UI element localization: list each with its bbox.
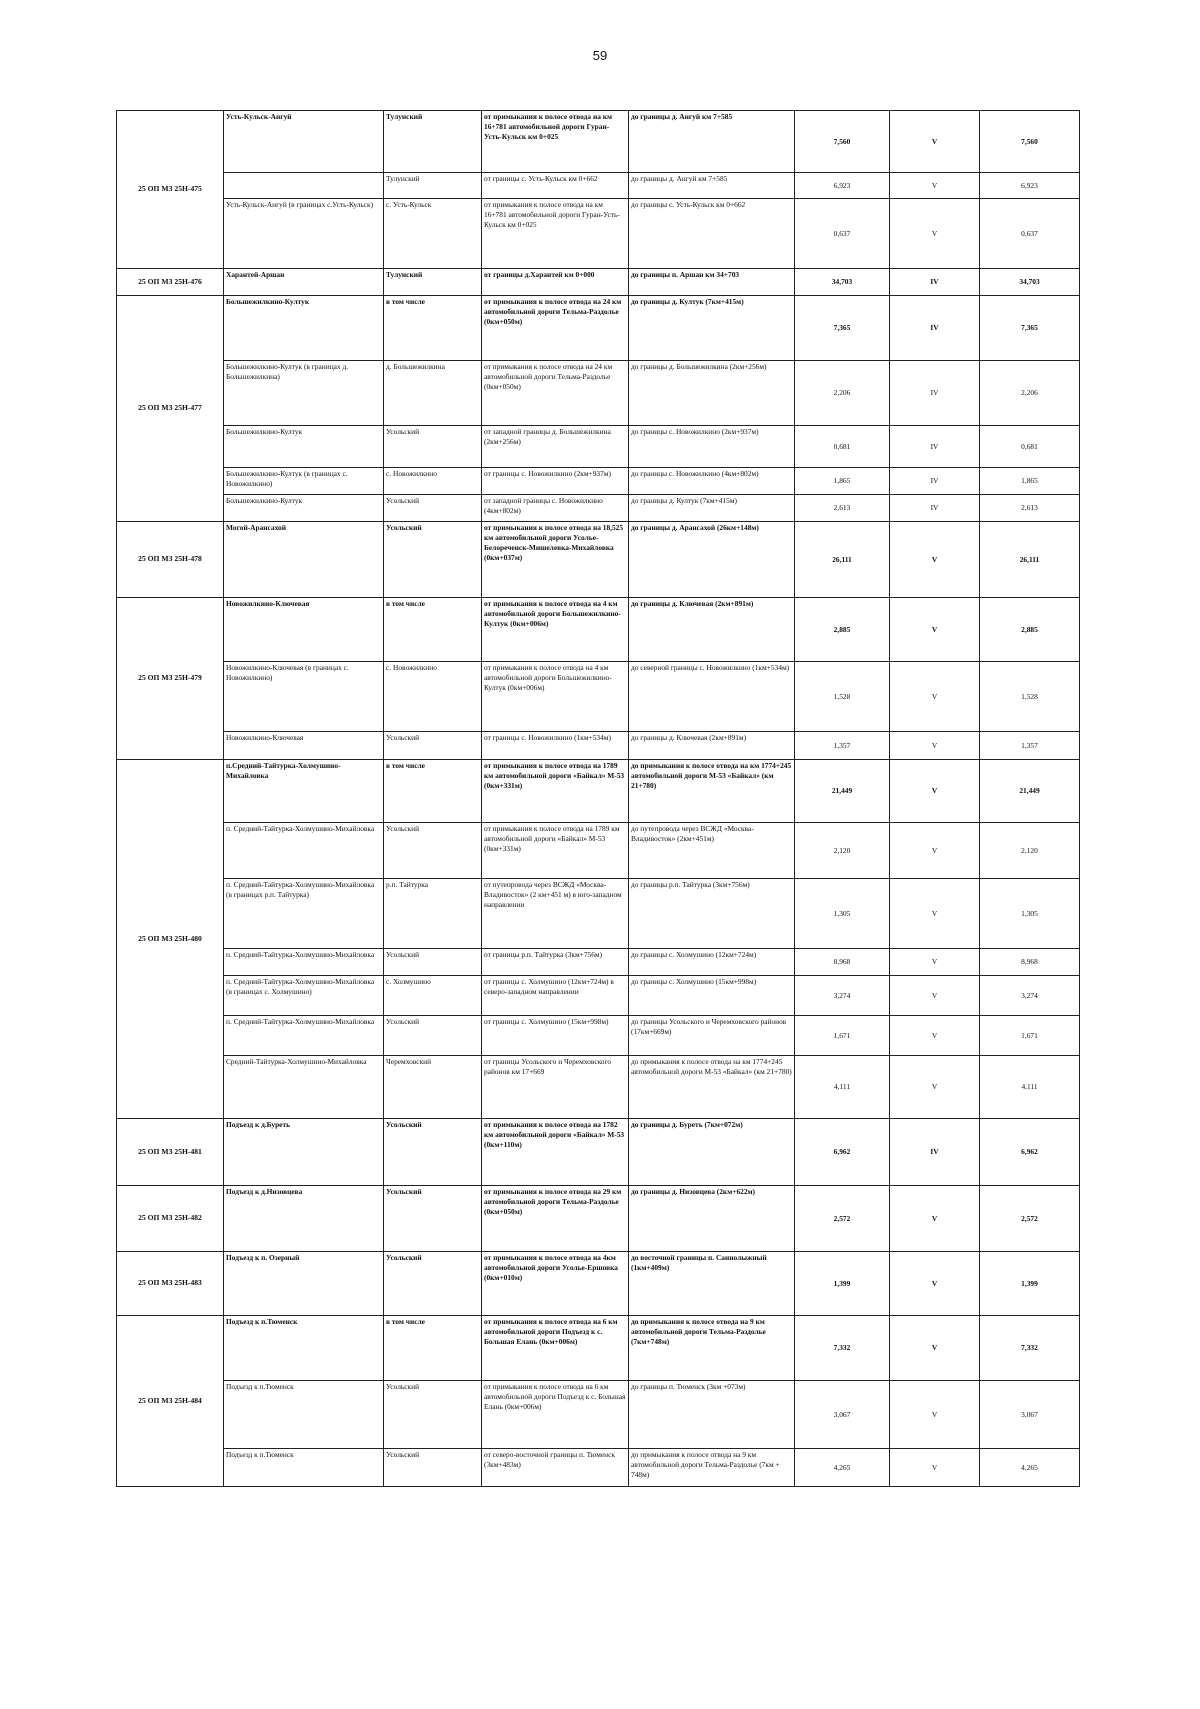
length-km-cell: 7,332 xyxy=(795,1316,890,1381)
district-cell: Усольский xyxy=(384,1186,482,1252)
section-end-cell: до границы р.п. Тайтурка (3км+756м) xyxy=(629,879,795,949)
road-category-cell: IV xyxy=(890,468,980,495)
section-start-cell: от примыкания к полосе отвода на 4 км автомобильной дороги Большежилкино-Култук (0км+006м) xyxy=(482,598,629,662)
table-row xyxy=(117,1119,1080,1186)
table-row xyxy=(117,495,1080,522)
total-length-cell: 26,111 xyxy=(980,522,1080,598)
road-name-cell: п. Средний-Тайтурка-Холмушино-Михайловка (в границах с. Холмушино) xyxy=(224,976,384,1016)
total-length-cell: 4,111 xyxy=(980,1056,1080,1119)
district-cell: Усольский xyxy=(384,949,482,976)
road-category-cell: V xyxy=(890,760,980,823)
road-code-cell: 25 ОП МЗ 25Н-484 xyxy=(117,1316,224,1487)
total-length-cell: 1,865 xyxy=(980,468,1080,495)
section-end-cell: до примыкания к полосе отвода на 9 км автомобильной дороги Тельма-Раздолье (7км+748м) xyxy=(629,1316,795,1381)
section-start-cell: от границы с. Новожилкино (2км+937м) xyxy=(482,468,629,495)
district-cell: с. Новожилкино xyxy=(384,662,482,732)
section-end-cell: до северной границы с. Новожилкино (1км+534м) xyxy=(629,662,795,732)
district-cell: с. Усть-Кульск xyxy=(384,199,482,269)
road-category-cell: V xyxy=(890,1316,980,1381)
road-name-cell: Новожилкино-Ключевая (в границах с. Новожилкино) xyxy=(224,662,384,732)
road-name-cell: Большежилкино-Култук xyxy=(224,426,384,468)
road-name-cell: Харантей-Аршан xyxy=(224,269,384,296)
road-code-cell: 25 ОП МЗ 25Н-483 xyxy=(117,1252,224,1316)
road-category-cell: V xyxy=(890,522,980,598)
section-start-cell: от примыкания к полосе отвода на 24 км автомобильной дороги Тельма-Раздолье (0км+050м) xyxy=(482,296,629,361)
section-end-cell: до примыкания к полосе отвода на 9 км автомобильной дороги Тельма-Раздолье (7км + 748м) xyxy=(629,1449,795,1487)
table-row xyxy=(117,173,1080,199)
section-start-cell: от примыкания к полосе отвода на км 16+781 автомобильной дороги Гуран-Усть-Кульск км 0+025 xyxy=(482,199,629,269)
table-row xyxy=(117,522,1080,598)
section-end-cell: до восточной границы п. Саннолыжный (1км+409м) xyxy=(629,1252,795,1316)
district-cell: Усольский xyxy=(384,1381,482,1449)
section-end-cell: до примыкания к полосе отвода на км 1774+245 автомобильной дороги М-53 «Байкал» (км 21+780) xyxy=(629,1056,795,1119)
length-km-cell: 8,968 xyxy=(795,949,890,976)
section-start-cell: от северо-восточной границы п. Тюменск (3км+483м) xyxy=(482,1449,629,1487)
road-category-cell: V xyxy=(890,823,980,879)
length-km-cell: 1,305 xyxy=(795,879,890,949)
length-km-cell: 1,528 xyxy=(795,662,890,732)
section-end-cell: до границы д. Култук (7км+415м) xyxy=(629,296,795,361)
road-category-cell: V xyxy=(890,1016,980,1056)
section-start-cell: от примыкания к полосе отвода на 6 км автомобильной дороги Подъезд к с. Большая Елань (0км+006м) xyxy=(482,1316,629,1381)
table-row xyxy=(117,426,1080,468)
table-row xyxy=(117,1056,1080,1119)
total-length-cell: 2,613 xyxy=(980,495,1080,522)
length-km-cell: 7,560 xyxy=(795,111,890,173)
road-name-cell: Большежилкино-Култук xyxy=(224,495,384,522)
district-cell: р.п. Тайтурка xyxy=(384,879,482,949)
section-end-cell: до границы п. Аршан км 34+703 xyxy=(629,269,795,296)
road-name-cell: Подъезд к п. Озерный xyxy=(224,1252,384,1316)
section-end-cell: до границы д. Култук (7км+415м) xyxy=(629,495,795,522)
road-name-cell: Новожилкино-Ключевая xyxy=(224,732,384,760)
road-category-cell: V xyxy=(890,1056,980,1119)
section-start-cell: от примыкания к полосе отвода на 6 км автомобильной дороги Подъезд к с. Большая Елань (0км+006м) xyxy=(482,1381,629,1449)
section-start-cell: от границы с. Холмушино (12км+724м) в северо-западном направлении xyxy=(482,976,629,1016)
district-cell: с. Новожилкино xyxy=(384,468,482,495)
section-start-cell: от примыкания к полосе отвода на 4 км автомобильной дороги Большежилкино-Култук (0км+006м) xyxy=(482,662,629,732)
road-category-cell: V xyxy=(890,598,980,662)
district-cell: Усольский xyxy=(384,1016,482,1056)
road-code-cell: 25 ОП МЗ 25Н-475 xyxy=(117,111,224,269)
total-length-cell: 6,923 xyxy=(980,173,1080,199)
district-cell: в том числе xyxy=(384,296,482,361)
section-end-cell: до границы д. Низовцева (2км+622м) xyxy=(629,1186,795,1252)
section-start-cell: от границы р.п. Тайтурка (3км+756м) xyxy=(482,949,629,976)
road-category-cell: V xyxy=(890,732,980,760)
section-start-cell: от примыкания к полосе отвода на 24 км автомобильной дороги Тельма-Раздолье (0км+050м) xyxy=(482,361,629,426)
road-code-cell: 25 ОП МЗ 25Н-480 xyxy=(117,760,224,1119)
table-row xyxy=(117,468,1080,495)
road-name-cell: Большежилкино-Култук xyxy=(224,296,384,361)
length-km-cell: 2,572 xyxy=(795,1186,890,1252)
length-km-cell: 2,120 xyxy=(795,823,890,879)
road-code-cell: 25 ОП МЗ 25Н-476 xyxy=(117,269,224,296)
total-length-cell: 1,528 xyxy=(980,662,1080,732)
length-km-cell: 3,067 xyxy=(795,1381,890,1449)
total-length-cell: 2,572 xyxy=(980,1186,1080,1252)
length-km-cell: 7,365 xyxy=(795,296,890,361)
road-category-cell: V xyxy=(890,199,980,269)
district-cell: Усольский xyxy=(384,732,482,760)
length-km-cell: 2,206 xyxy=(795,361,890,426)
road-code-cell: 25 ОП МЗ 25Н-482 xyxy=(117,1186,224,1252)
table-row xyxy=(117,199,1080,269)
road-name-cell: Усть-Кульск-Ангуй (в границах с.Усть-Кульск) xyxy=(224,199,384,269)
road-code-cell: 25 ОП МЗ 25Н-481 xyxy=(117,1119,224,1186)
table-row xyxy=(117,1381,1080,1449)
road-name-cell: п. Средний-Тайтурка-Холмушино-Михайловка xyxy=(224,949,384,976)
length-km-cell: 6,962 xyxy=(795,1119,890,1186)
road-registry-table xyxy=(116,110,1080,1487)
total-length-cell: 0,637 xyxy=(980,199,1080,269)
district-cell: Усольский xyxy=(384,1119,482,1186)
road-category-cell: IV xyxy=(890,1119,980,1186)
section-end-cell: до границы с. Новожилкино (2км+937м) xyxy=(629,426,795,468)
section-start-cell: от примыкания к полосе отвода на км 16+781 автомобильной дороги Гуран-Усть-Кульск км 0+025 xyxy=(482,111,629,173)
section-start-cell: от примыкания к полосе отвода на 1782 км автомобильной дороги «Байкал» М-53 (0км+110м) xyxy=(482,1119,629,1186)
road-category-cell: V xyxy=(890,1252,980,1316)
table-row xyxy=(117,1252,1080,1316)
road-name-cell: п.Средний-Тайтурка-Холмушино-Михайловка xyxy=(224,760,384,823)
total-length-cell: 1,305 xyxy=(980,879,1080,949)
road-category-cell: V xyxy=(890,976,980,1016)
district-cell: в том числе xyxy=(384,760,482,823)
district-cell: Черемховский xyxy=(384,1056,482,1119)
section-end-cell: до границы д. Арансахой (26км+148м) xyxy=(629,522,795,598)
section-start-cell: от западной границы д. Большежилкина (2км+256м) xyxy=(482,426,629,468)
length-km-cell: 3,274 xyxy=(795,976,890,1016)
road-name-cell xyxy=(224,173,384,199)
road-name-cell: Большежилкино-Култук (в границах д. Большежилкина) xyxy=(224,361,384,426)
section-end-cell: до примыкания к полосе отвода на км 1774+245 автомобильной дороги М-53 «Байкал» (км 21+780) xyxy=(629,760,795,823)
section-end-cell: до путепровода через ВСЖД «Москва-Владивосток» (2км+451м) xyxy=(629,823,795,879)
section-end-cell: до границы д. Ангуй км 7+585 xyxy=(629,111,795,173)
section-start-cell: от границы д.Харантей км 0+000 xyxy=(482,269,629,296)
district-cell: Тулунский xyxy=(384,269,482,296)
table-row xyxy=(117,879,1080,949)
road-category-cell: V xyxy=(890,111,980,173)
road-category-cell: V xyxy=(890,1186,980,1252)
road-category-cell: IV xyxy=(890,495,980,522)
total-length-cell: 0,681 xyxy=(980,426,1080,468)
page-number: 59 xyxy=(592,48,608,63)
road-name-cell: Подъезд к п.Тюменск xyxy=(224,1316,384,1381)
road-category-cell: IV xyxy=(890,361,980,426)
road-name-cell: Усть-Кульск-Ангуй xyxy=(224,111,384,173)
road-category-cell: V xyxy=(890,879,980,949)
length-km-cell: 4,111 xyxy=(795,1056,890,1119)
section-end-cell: до границы с. Новожилкино (4км+802м) xyxy=(629,468,795,495)
district-cell: Усольский xyxy=(384,495,482,522)
section-start-cell: от границы с. Холмушино (15км+998м) xyxy=(482,1016,629,1056)
total-length-cell: 4,265 xyxy=(980,1449,1080,1487)
total-length-cell: 6,962 xyxy=(980,1119,1080,1186)
table-row xyxy=(117,598,1080,662)
road-category-cell: IV xyxy=(890,426,980,468)
length-km-cell: 0,681 xyxy=(795,426,890,468)
district-cell: Усольский xyxy=(384,522,482,598)
table-row xyxy=(117,1186,1080,1252)
length-km-cell: 0,637 xyxy=(795,199,890,269)
length-km-cell: 4,265 xyxy=(795,1449,890,1487)
section-end-cell: до границы д. Ключевая (2км+891м) xyxy=(629,732,795,760)
road-category-cell: V xyxy=(890,949,980,976)
total-length-cell: 7,560 xyxy=(980,111,1080,173)
total-length-cell: 7,365 xyxy=(980,296,1080,361)
road-code-cell: 25 ОП МЗ 25Н-477 xyxy=(117,296,224,522)
total-length-cell: 2,885 xyxy=(980,598,1080,662)
section-start-cell: от границы с. Усть-Кульск км 0+662 xyxy=(482,173,629,199)
length-km-cell: 6,923 xyxy=(795,173,890,199)
total-length-cell: 3,274 xyxy=(980,976,1080,1016)
total-length-cell: 21,449 xyxy=(980,760,1080,823)
road-category-cell: V xyxy=(890,173,980,199)
length-km-cell: 21,449 xyxy=(795,760,890,823)
road-name-cell: Подъезд к п.Тюменск xyxy=(224,1449,384,1487)
table-row xyxy=(117,662,1080,732)
road-name-cell: Подъезд к д.Буреть xyxy=(224,1119,384,1186)
road-category-cell: V xyxy=(890,1381,980,1449)
table-row xyxy=(117,1316,1080,1381)
length-km-cell: 2,885 xyxy=(795,598,890,662)
total-length-cell: 8,968 xyxy=(980,949,1080,976)
section-end-cell: до границы д. Большежилкина (2км+256м) xyxy=(629,361,795,426)
section-end-cell: до границы п. Тюменск (3км +073м) xyxy=(629,1381,795,1449)
table-row xyxy=(117,732,1080,760)
section-start-cell: от границы Усольского и Черемховского районов км 17+669 xyxy=(482,1056,629,1119)
district-cell: в том числе xyxy=(384,598,482,662)
district-cell: д. Большежилкина xyxy=(384,361,482,426)
table-row xyxy=(117,949,1080,976)
district-cell: Тулунский xyxy=(384,111,482,173)
section-start-cell: от примыкания к полосе отвода на 18,525 км автомобильной дороги Усолье-Белореченск-Мишелевка-Михайловка (0км+037м) xyxy=(482,522,629,598)
length-km-cell: 2,613 xyxy=(795,495,890,522)
road-name-cell: Большежилкино-Култук (в границах с. Новожилкино) xyxy=(224,468,384,495)
length-km-cell: 1,865 xyxy=(795,468,890,495)
road-name-cell: Новожилкино-Ключевая xyxy=(224,598,384,662)
table-row xyxy=(117,269,1080,296)
district-cell: в том числе xyxy=(384,1316,482,1381)
section-end-cell: до границы с. Холмушино (12км+724м) xyxy=(629,949,795,976)
section-start-cell: от западной границы с. Новожилкино (4км+802м) xyxy=(482,495,629,522)
total-length-cell: 2,120 xyxy=(980,823,1080,879)
table-row xyxy=(117,1449,1080,1487)
length-km-cell: 1,671 xyxy=(795,1016,890,1056)
section-start-cell: от примыкания к полосе отвода на 29 км автомобильной дороги Тельма-Раздолье (0км+050м) xyxy=(482,1186,629,1252)
road-name-cell: Могой-Арансахой xyxy=(224,522,384,598)
table-row xyxy=(117,823,1080,879)
section-end-cell: до границы Усольского и Черемховского районов (17км+669м) xyxy=(629,1016,795,1056)
road-category-cell: IV xyxy=(890,269,980,296)
section-end-cell: до границы д. Ключевая (2км+891м) xyxy=(629,598,795,662)
length-km-cell: 34,703 xyxy=(795,269,890,296)
total-length-cell: 1,357 xyxy=(980,732,1080,760)
length-km-cell: 1,357 xyxy=(795,732,890,760)
district-cell: Усольский xyxy=(384,1449,482,1487)
road-code-cell: 25 ОП МЗ 25Н-478 xyxy=(117,522,224,598)
length-km-cell: 26,111 xyxy=(795,522,890,598)
table-row xyxy=(117,111,1080,173)
road-category-cell: IV xyxy=(890,296,980,361)
road-name-cell: п. Средний-Тайтурка-Холмушино-Михайловка xyxy=(224,823,384,879)
road-name-cell: п. Средний-Тайтурка-Холмушино-Михайловка xyxy=(224,1016,384,1056)
road-name-cell: Подъезд к п.Тюменск xyxy=(224,1381,384,1449)
section-start-cell: от примыкания к полосе отвода на 1789 км автомобильной дороги «Байкал» М-53 (0км+331м) xyxy=(482,823,629,879)
section-end-cell: до границы с. Усть-Кульск км 0+662 xyxy=(629,199,795,269)
total-length-cell: 34,703 xyxy=(980,269,1080,296)
total-length-cell: 3,067 xyxy=(980,1381,1080,1449)
district-cell: Усольский xyxy=(384,1252,482,1316)
section-end-cell: до границы д. Ангуй км 7+585 xyxy=(629,173,795,199)
table-row xyxy=(117,976,1080,1016)
road-category-cell: V xyxy=(890,1449,980,1487)
section-start-cell: от примыкания к полосе отвода на 4км автомобильной дороги Усолье-Ершовка (0км+010м) xyxy=(482,1252,629,1316)
section-end-cell: до границы с. Холмушино (15км+998м) xyxy=(629,976,795,1016)
length-km-cell: 1,399 xyxy=(795,1252,890,1316)
total-length-cell: 7,332 xyxy=(980,1316,1080,1381)
table-row xyxy=(117,361,1080,426)
district-cell: Тулунский xyxy=(384,173,482,199)
section-start-cell: от путепровода через ВСЖД «Москва-Владивосток» (2 км+451 м) в юго-западном направлении xyxy=(482,879,629,949)
road-name-cell: Подъезд к д.Низовцева xyxy=(224,1186,384,1252)
district-cell: Усольский xyxy=(384,426,482,468)
road-category-cell: V xyxy=(890,662,980,732)
road-code-cell: 25 ОП МЗ 25Н-479 xyxy=(117,598,224,760)
section-end-cell: до границы д. Буреть (7км+072м) xyxy=(629,1119,795,1186)
total-length-cell: 1,399 xyxy=(980,1252,1080,1316)
road-name-cell: Средний-Тайтурка-Холмушино-Михайловка xyxy=(224,1056,384,1119)
section-start-cell: от примыкания к полосе отвода на 1789 км автомобильной дороги «Байкал» М-53 (0км+331м) xyxy=(482,760,629,823)
district-cell: Усольский xyxy=(384,823,482,879)
road-name-cell: п. Средний-Тайтурка-Холмушино-Михайловка (в границах р.п. Тайтурка) xyxy=(224,879,384,949)
table-row xyxy=(117,760,1080,823)
total-length-cell: 1,671 xyxy=(980,1016,1080,1056)
table-row xyxy=(117,1016,1080,1056)
table-row xyxy=(117,296,1080,361)
district-cell: с. Холмушино xyxy=(384,976,482,1016)
section-start-cell: от границы с. Новожилкино (1км+534м) xyxy=(482,732,629,760)
total-length-cell: 2,206 xyxy=(980,361,1080,426)
